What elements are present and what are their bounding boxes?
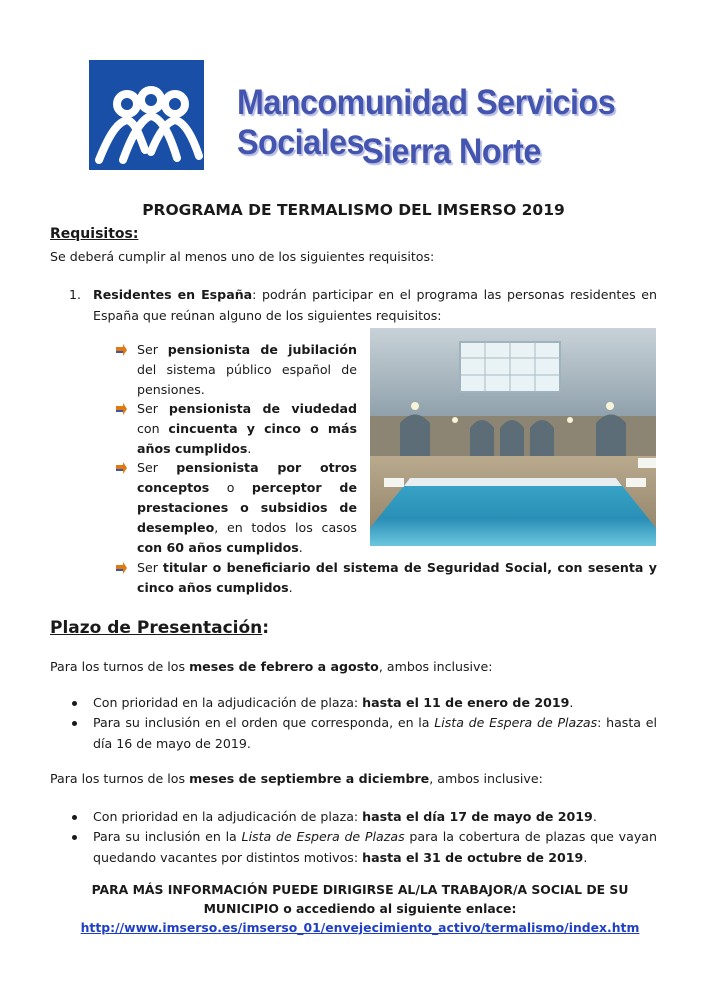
text: , en todos los casos <box>214 520 357 535</box>
text-bold: hasta el 31 de octubre de 2019 <box>362 850 584 865</box>
footer-info <box>60 880 660 937</box>
text: Para los turnos de los <box>50 659 190 674</box>
arrow-bullet-icon <box>115 462 127 474</box>
plazo-heading-text: Plazo de Presentación <box>50 618 263 638</box>
sub-requisito-1 <box>137 340 357 400</box>
text: Para su inclusión en la <box>93 829 242 844</box>
imserso-link[interactable]: http://www.imserso.es/imserso_01/envejecimiento_activo/termalismo/index.htm <box>80 920 640 935</box>
text-bold: hasta el día 17 de mayo de 2019 <box>362 809 593 824</box>
text: . <box>288 580 293 595</box>
text-bold: pensionista de viudedad <box>168 401 357 416</box>
text-italic: Lista de Espera de Plazas <box>241 829 405 844</box>
plazo-group-1-intro <box>50 656 493 677</box>
requisitos-heading: Requisitos: <box>50 226 139 242</box>
footer-line-2: MUNICIPIO o accediendo al siguiente enlace: <box>203 901 517 916</box>
requisito-item-1-text: : podrán participar en el programa las personas residentes en España que reúnan alguno de los siguientes requisitos: <box>93 287 657 323</box>
text: . <box>298 540 303 555</box>
bullet-dot-icon <box>72 815 77 820</box>
text: Ser <box>137 401 169 416</box>
requisito-item-1 <box>69 284 657 326</box>
plazo-group-1-bullet-2 <box>93 712 657 754</box>
plazo-group-2-bullet-2 <box>93 826 657 868</box>
text: : hasta el día 16 de mayo de 2019. <box>93 715 657 751</box>
footer-line-1: PARA MÁS INFORMACIÓN PUEDE DIRIGIRSE AL/LA TRABAJOR/A SOCIAL DE SU <box>91 882 629 897</box>
text: Con prioridad en la adjudicación de plaza: <box>93 695 363 710</box>
organization-subname: Sierra Norte <box>362 132 541 171</box>
plazo-group-1-bullet-1 <box>93 692 657 713</box>
plazo-group-2-intro <box>50 768 543 789</box>
bullet-dot-icon <box>72 721 77 726</box>
plazo-heading <box>50 618 269 638</box>
text: Ser <box>137 460 177 475</box>
text: con <box>137 421 169 436</box>
requisitos-intro: Se deberá cumplir al menos uno de los siguientes requisitos: <box>50 249 435 264</box>
organization-name: Mancomunidad Servicios Sociales <box>237 83 616 162</box>
text-bold: con 60 años cumplidos <box>137 540 299 555</box>
bullet-dot-icon <box>72 701 77 706</box>
text: Ser <box>137 342 168 357</box>
text-bold: hasta el 11 de enero de 2019 <box>362 695 570 710</box>
thermal-pool-photo <box>370 328 656 546</box>
text: o <box>209 480 252 495</box>
arrow-bullet-icon <box>115 562 127 574</box>
sub-requisito-4 <box>137 558 657 598</box>
text: Para su inclusión en el orden que corresponda, en la <box>93 715 435 730</box>
text-bold: meses de septiembre a diciembre <box>189 771 430 786</box>
text: . <box>247 441 252 456</box>
plazo-heading-colon: : <box>262 618 270 638</box>
text: del sistema público español de pensiones. <box>137 362 357 397</box>
text: . <box>569 695 574 710</box>
arrow-bullet-icon <box>115 344 127 356</box>
document-title: PROGRAMA DE TERMALISMO DEL IMSERSO 2019 <box>142 201 565 219</box>
text: , ambos inclusive: <box>429 771 543 786</box>
text: Ser <box>137 560 163 575</box>
text-bold: perceptor de prestaciones o subsidios de desempleo <box>137 480 357 535</box>
text-bold: pensionista por otros conceptos <box>137 460 357 495</box>
text: . <box>592 809 597 824</box>
text: para la cobertura de plazas que vayan quedando vacantes por distintos motivos: <box>93 829 657 865</box>
sub-requisito-2 <box>137 399 357 459</box>
text-bold: titular o beneficiario del sistema de Seguridad Social, con sesenta y cinco años cumplidos <box>137 560 657 595</box>
text: Para los turnos de los <box>50 771 190 786</box>
text: . <box>583 850 588 865</box>
bullet-dot-icon <box>72 835 77 840</box>
requisito-item-1-title: Residentes en España <box>93 287 253 302</box>
logo-figures-icon <box>89 60 204 170</box>
sub-requisito-3 <box>137 458 357 558</box>
text: , ambos inclusive: <box>378 659 493 674</box>
text-bold: meses de febrero a agosto <box>189 659 379 674</box>
arrow-bullet-icon <box>115 403 127 415</box>
list-number: 1. <box>69 287 82 302</box>
text: Con prioridad en la adjudicación de plaza: <box>93 809 363 824</box>
text-bold: cincuenta y cinco o más años cumplidos <box>137 421 357 456</box>
text-bold: pensionista de jubilación <box>167 342 357 357</box>
logo <box>89 60 204 170</box>
text-italic: Lista de Espera de Plazas <box>434 715 598 730</box>
plazo-group-2-bullet-1 <box>93 806 657 827</box>
